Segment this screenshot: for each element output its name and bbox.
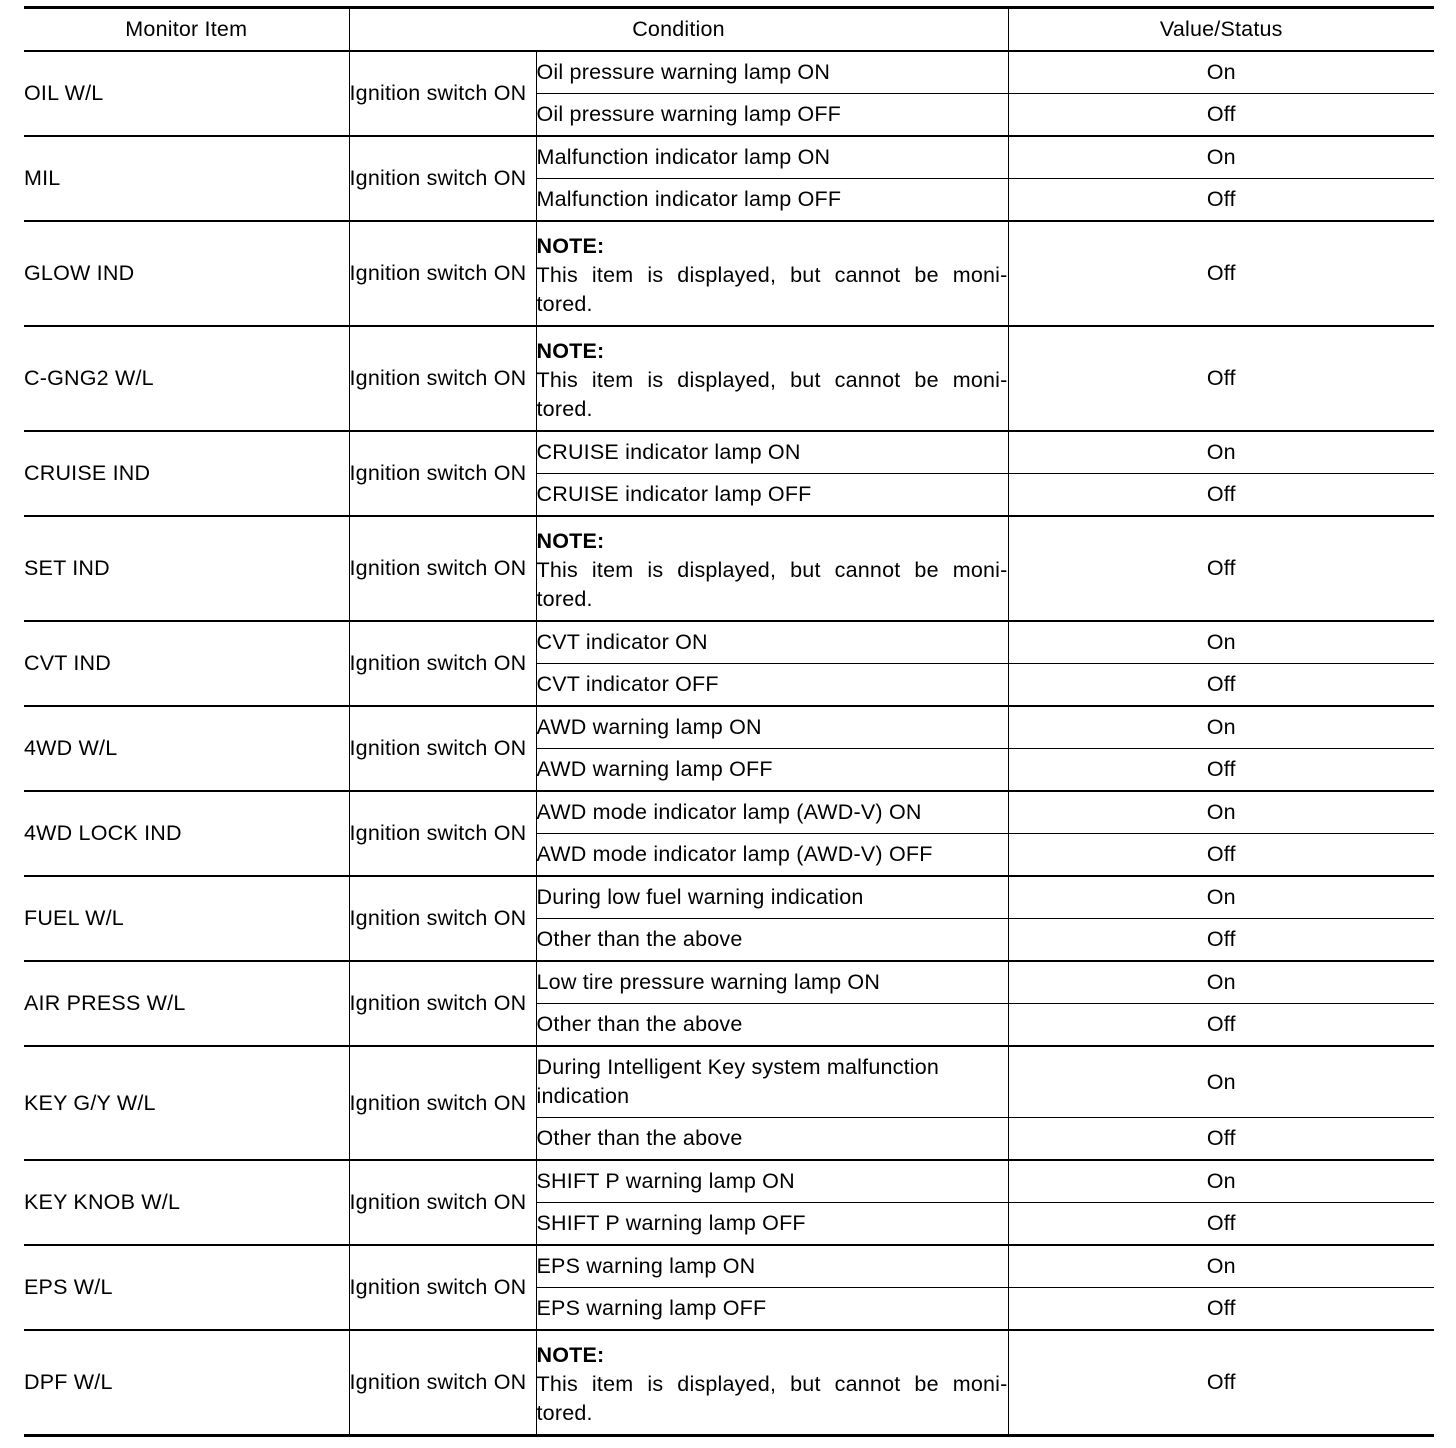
- monitor-item-cell: AIR PRESS W/L: [24, 961, 349, 1046]
- main-condition-cell: Ignition switch ON: [349, 1330, 536, 1436]
- table-row: [24, 876, 1434, 919]
- monitor-item-cell: SET IND: [24, 516, 349, 621]
- main-condition-cell: Ignition switch ON: [349, 1046, 536, 1160]
- table-row: [24, 431, 1434, 474]
- value-cell: Off: [1008, 1330, 1434, 1436]
- header-value-status: Value/Status: [1008, 8, 1434, 52]
- monitor-items-table: [24, 6, 1434, 1437]
- table-row: [24, 1330, 1434, 1436]
- sub-condition-cell: CVT indicator ON: [536, 621, 1008, 664]
- note-text: This item is displayed, but cannot be moni-tored.: [536, 558, 1008, 611]
- note-cell: [536, 221, 1008, 326]
- sub-condition-cell: During Intelligent Key system malfunction indication: [536, 1046, 1008, 1118]
- main-condition-cell: Ignition switch ON: [349, 1245, 536, 1330]
- note-text: This item is displayed, but cannot be moni-tored.: [536, 1372, 1008, 1425]
- note-label: NOTE:: [536, 529, 605, 553]
- monitor-item-cell: FUEL W/L: [24, 876, 349, 961]
- sub-condition-cell: AWD warning lamp ON: [536, 706, 1008, 749]
- sub-condition-cell: Malfunction indicator lamp ON: [536, 136, 1008, 179]
- value-cell: Off: [1008, 1004, 1434, 1047]
- value-cell: On: [1008, 876, 1434, 919]
- value-cell: On: [1008, 136, 1434, 179]
- monitor-item-cell: CRUISE IND: [24, 431, 349, 516]
- value-cell: Off: [1008, 1288, 1434, 1331]
- main-condition-cell: Ignition switch ON: [349, 516, 536, 621]
- table-row: [24, 1245, 1434, 1288]
- value-cell: Off: [1008, 94, 1434, 137]
- value-cell: Off: [1008, 1118, 1434, 1161]
- note-label: NOTE:: [536, 234, 605, 258]
- value-cell: Off: [1008, 664, 1434, 707]
- header-condition: Condition: [349, 8, 1008, 52]
- sub-condition-cell: CRUISE indicator lamp ON: [536, 431, 1008, 474]
- monitor-item-cell: CVT IND: [24, 621, 349, 706]
- sub-condition-cell: CVT indicator OFF: [536, 664, 1008, 707]
- value-cell: On: [1008, 1245, 1434, 1288]
- main-condition-cell: Ignition switch ON: [349, 706, 536, 791]
- value-cell: Off: [1008, 749, 1434, 792]
- sub-condition-cell: SHIFT P warning lamp OFF: [536, 1203, 1008, 1246]
- value-cell: Off: [1008, 221, 1434, 326]
- main-condition-cell: Ignition switch ON: [349, 221, 536, 326]
- sub-condition-cell: Low tire pressure warning lamp ON: [536, 961, 1008, 1004]
- main-condition-cell: Ignition switch ON: [349, 791, 536, 876]
- table-row: [24, 326, 1434, 431]
- sub-condition-cell: Malfunction indicator lamp OFF: [536, 179, 1008, 222]
- note-cell: [536, 516, 1008, 621]
- main-condition-cell: Ignition switch ON: [349, 876, 536, 961]
- monitor-item-cell: KEY G/Y W/L: [24, 1046, 349, 1160]
- monitor-item-cell: MIL: [24, 136, 349, 221]
- main-condition-cell: Ignition switch ON: [349, 136, 536, 221]
- main-condition-cell: Ignition switch ON: [349, 326, 536, 431]
- table-row: [24, 136, 1434, 179]
- monitor-item-cell: DPF W/L: [24, 1330, 349, 1436]
- monitor-item-cell: OIL W/L: [24, 51, 349, 136]
- sub-condition-cell: AWD mode indicator lamp (AWD-V) OFF: [536, 834, 1008, 877]
- main-condition-cell: Ignition switch ON: [349, 621, 536, 706]
- sub-condition-cell: AWD mode indicator lamp (AWD-V) ON: [536, 791, 1008, 834]
- value-cell: Off: [1008, 474, 1434, 517]
- sub-condition-cell: Oil pressure warning lamp OFF: [536, 94, 1008, 137]
- note-cell: [536, 1330, 1008, 1436]
- sub-condition-cell: Other than the above: [536, 1118, 1008, 1161]
- table-row: [24, 51, 1434, 94]
- value-cell: On: [1008, 791, 1434, 834]
- table-row: [24, 516, 1434, 621]
- value-cell: On: [1008, 51, 1434, 94]
- table-row: [24, 621, 1434, 664]
- sub-condition-cell: SHIFT P warning lamp ON: [536, 1160, 1008, 1203]
- note-label: NOTE:: [536, 339, 605, 363]
- note-text: This item is displayed, but cannot be moni-tored.: [536, 368, 1008, 421]
- value-cell: On: [1008, 1046, 1434, 1118]
- monitor-item-cell: C-GNG2 W/L: [24, 326, 349, 431]
- value-cell: On: [1008, 621, 1434, 664]
- note-cell: [536, 326, 1008, 431]
- monitor-item-cell: EPS W/L: [24, 1245, 349, 1330]
- sub-condition-cell: Other than the above: [536, 919, 1008, 962]
- table-row: [24, 706, 1434, 749]
- value-cell: Off: [1008, 834, 1434, 877]
- main-condition-cell: Ignition switch ON: [349, 51, 536, 136]
- table-row: [24, 1046, 1434, 1118]
- table-header-row: [24, 8, 1434, 52]
- monitor-item-cell: GLOW IND: [24, 221, 349, 326]
- note-text: This item is displayed, but cannot be moni-tored.: [536, 263, 1008, 316]
- sub-condition-cell: Oil pressure warning lamp ON: [536, 51, 1008, 94]
- main-condition-cell: Ignition switch ON: [349, 961, 536, 1046]
- value-cell: Off: [1008, 1203, 1434, 1246]
- main-condition-cell: Ignition switch ON: [349, 1160, 536, 1245]
- sub-condition-cell: CRUISE indicator lamp OFF: [536, 474, 1008, 517]
- value-cell: Off: [1008, 326, 1434, 431]
- monitor-item-cell: KEY KNOB W/L: [24, 1160, 349, 1245]
- sub-condition-cell: AWD warning lamp OFF: [536, 749, 1008, 792]
- table-row: [24, 1160, 1434, 1203]
- value-cell: On: [1008, 1160, 1434, 1203]
- table-row: [24, 221, 1434, 326]
- sub-condition-cell: Other than the above: [536, 1004, 1008, 1047]
- monitor-item-cell: 4WD LOCK IND: [24, 791, 349, 876]
- table-row: [24, 961, 1434, 1004]
- monitor-item-cell: 4WD W/L: [24, 706, 349, 791]
- main-condition-cell: Ignition switch ON: [349, 431, 536, 516]
- value-cell: On: [1008, 431, 1434, 474]
- value-cell: On: [1008, 961, 1434, 1004]
- value-cell: On: [1008, 706, 1434, 749]
- note-label: NOTE:: [536, 1343, 605, 1367]
- sub-condition-cell: EPS warning lamp ON: [536, 1245, 1008, 1288]
- header-monitor-item: Monitor Item: [24, 8, 349, 52]
- value-cell: Off: [1008, 919, 1434, 962]
- value-cell: Off: [1008, 179, 1434, 222]
- value-cell: Off: [1008, 516, 1434, 621]
- sub-condition-cell: During low fuel warning indication: [536, 876, 1008, 919]
- sub-condition-cell: EPS warning lamp OFF: [536, 1288, 1008, 1331]
- table-row: [24, 791, 1434, 834]
